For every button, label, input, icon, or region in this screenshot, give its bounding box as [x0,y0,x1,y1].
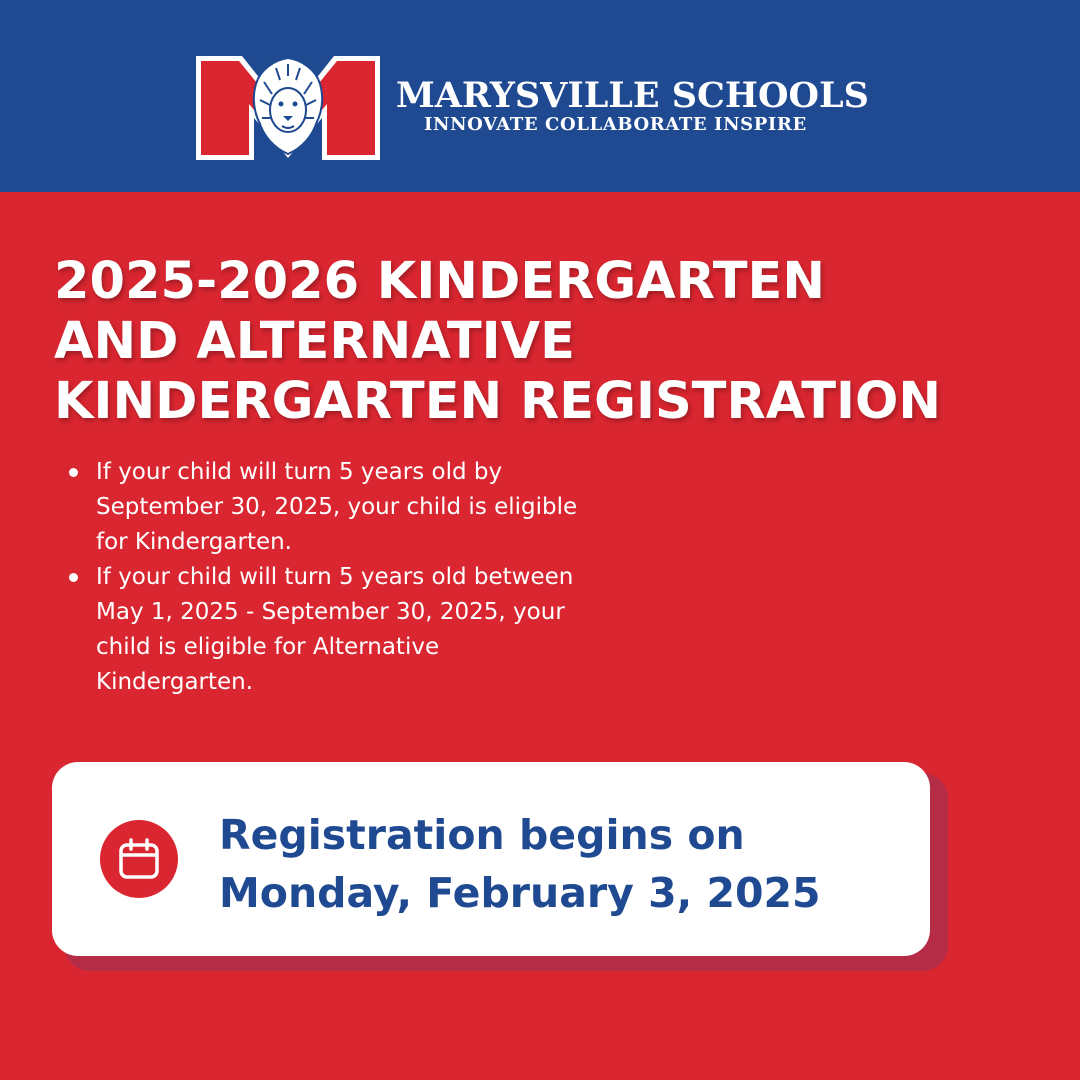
calendar-icon [117,837,161,881]
school-logo [194,54,382,162]
school-name: MARYSVILLE SCHOOLS [396,75,869,116]
list-item-text: September 30, 2025, your child is eligible [96,494,578,520]
list-item [96,560,736,700]
list-item [96,455,736,560]
registration-callout-card [52,762,930,956]
title-line: AND ALTERNATIVE [54,312,575,371]
header-banner [0,0,1080,192]
eligibility-list [96,455,736,700]
list-item-text: May 1, 2025 - September 30, 2025, your [96,599,565,625]
page-title [54,252,1054,432]
list-item-text: If your child will turn 5 years old between [96,564,574,590]
registration-date-text [219,806,909,922]
logo-letter: M [194,54,195,55]
calendar-badge [100,820,178,898]
list-item-text: If your child will turn 5 years old by [96,459,503,485]
list-item-text: Kindergarten. [96,669,254,695]
list-item-text: for Kindergarten. [96,529,292,555]
title-line: 2025-2026 KINDERGARTEN [54,252,826,311]
bullet-icon [69,573,78,582]
callout-line: Monday, February 3, 2025 [219,869,821,917]
lion-mascot-icon [254,58,322,154]
callout-line: Registration begins on [219,811,745,859]
school-tagline: INNOVATE COLLABORATE INSPIRE [424,114,807,135]
title-line: KINDERGARTEN REGISTRATION [54,372,942,431]
list-item-text: child is eligible for Alternative [96,634,440,660]
bullet-icon [69,468,78,477]
